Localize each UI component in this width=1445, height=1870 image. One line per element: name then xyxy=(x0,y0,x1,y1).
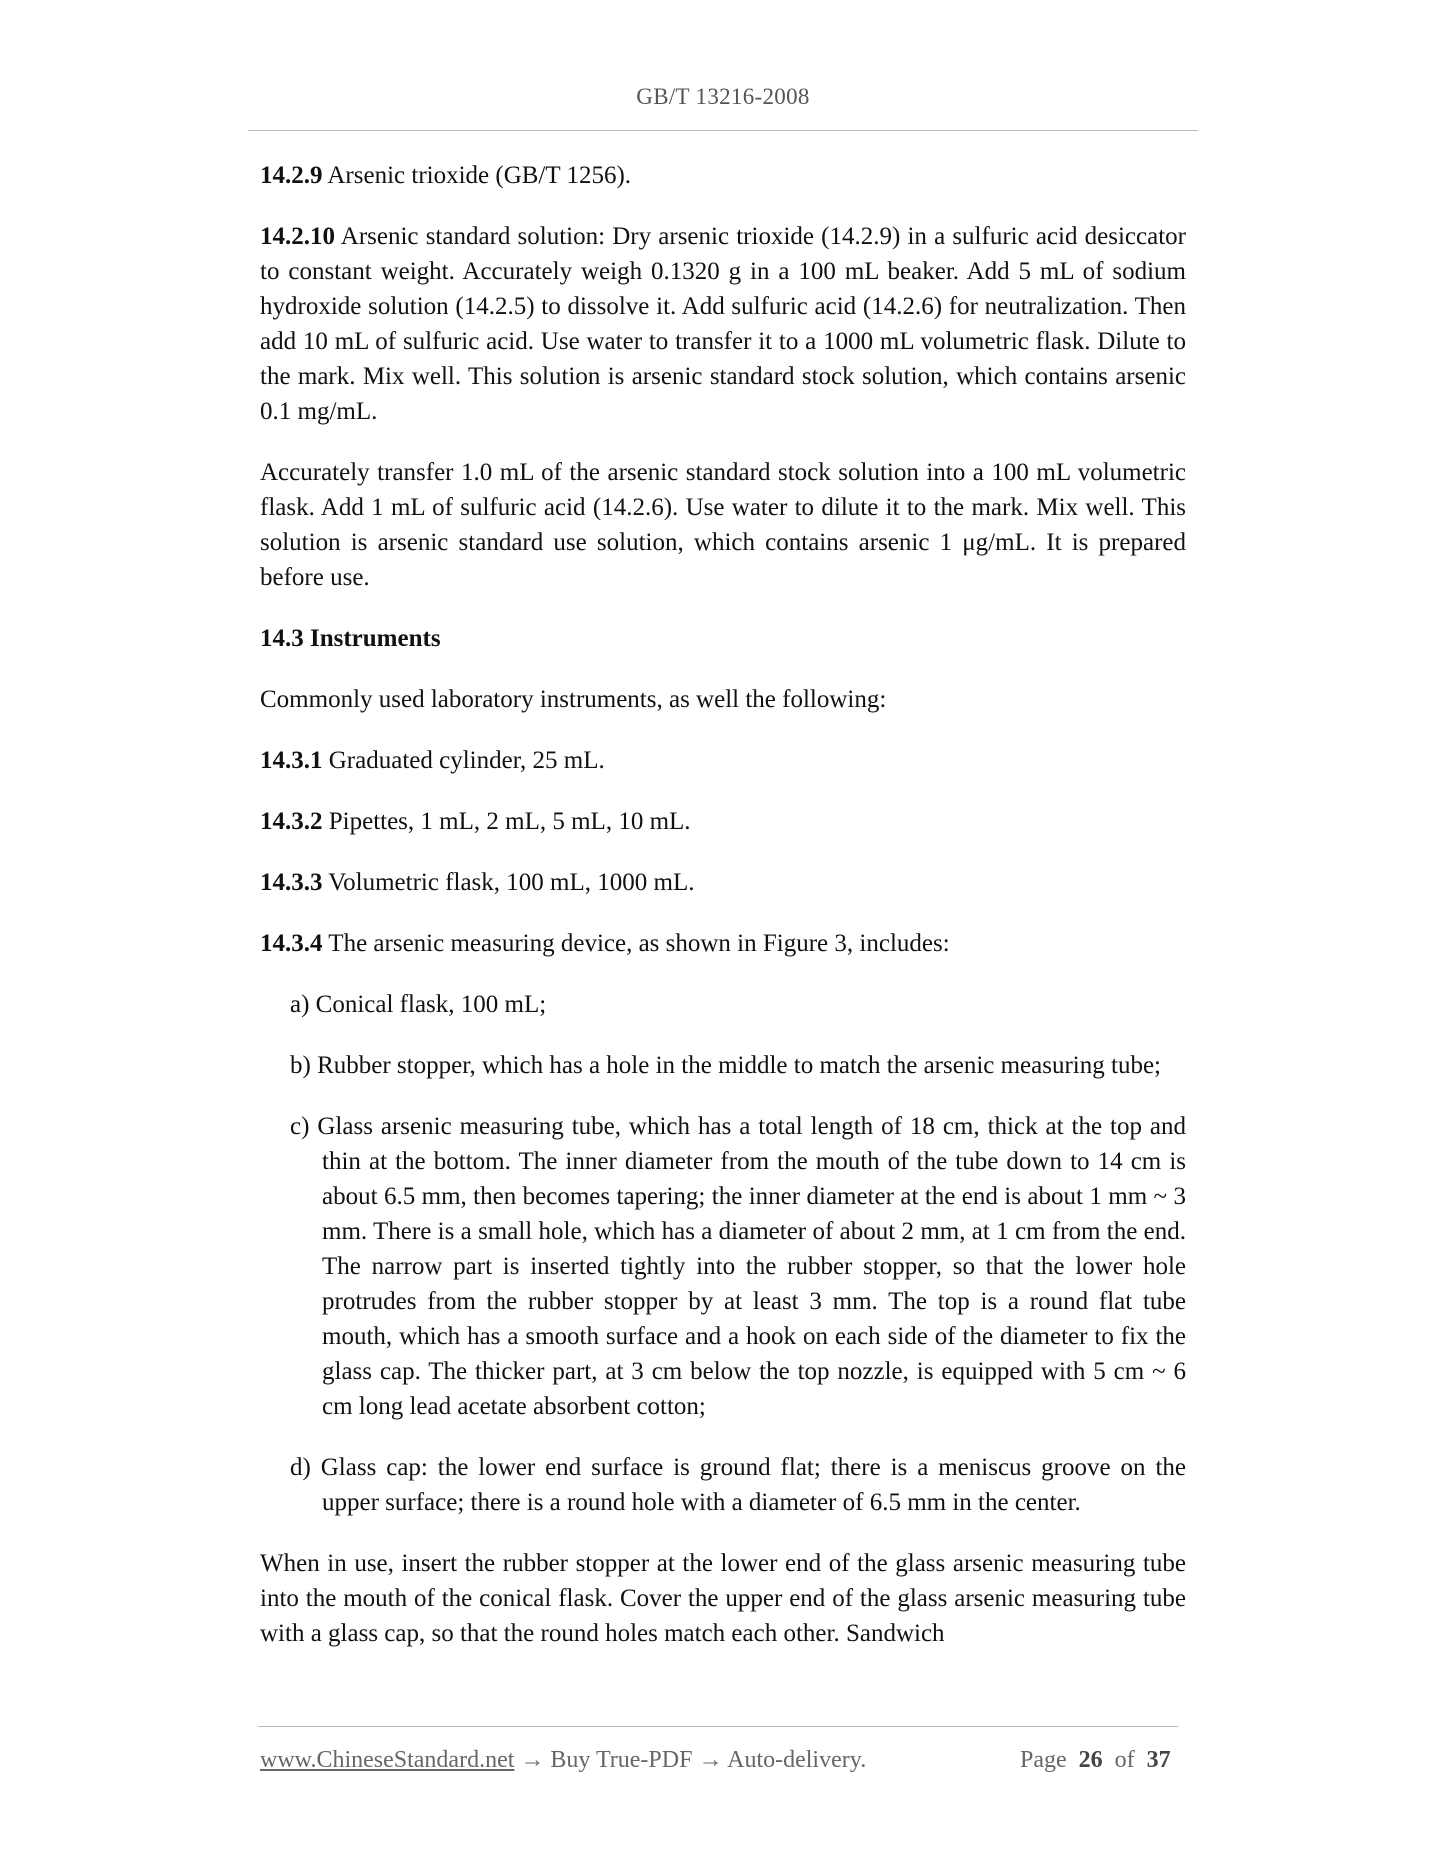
of-label: of xyxy=(1114,1747,1135,1773)
page-label: Page xyxy=(1020,1747,1067,1773)
document-body xyxy=(260,158,1186,1677)
clause-text: Pipettes, 1 mL, 2 mL, 5 mL, 10 mL. xyxy=(322,808,691,835)
section-heading-instruments: 14.3 Instruments xyxy=(260,625,441,652)
paragraph-use-solution: Accurately transfer 1.0 mL of the arsenic standard stock solution into a 100 mL volumetric flask. Add 1 mL of sulfuric acid (14.2.6). Use water to dilute it to the mark. Mix well. This solution is arsenic standard use solution, which contains arsenic 1 μg/mL. It is prepared before use. xyxy=(260,459,1186,591)
paragraph-usage: When in use, insert the rubber stopper at the lower end of the glass arsenic measuring tube into the mouth of the conical flask. Cover the upper end of the glass arsenic measuring tube with a glass cap, so that the round holes match each other. Sandwich xyxy=(260,1550,1186,1647)
clause-number: 14.2.10 xyxy=(260,223,335,250)
paragraph-instruments-intro: Commonly used laboratory instruments, as well the following: xyxy=(260,686,887,713)
clause-14-3-4 xyxy=(260,926,1186,961)
list-item-c: c) Glass arsenic measuring tube, which has a total length of 18 cm, thick at the top and thin at the bottom. The inner diameter from the mouth of the tube down to 14 cm is about 6.5 mm, then becomes tapering; the inner diameter at the end is about 1 mm ~ 3 mm. There is a small hole, which has a diameter of about 2 mm, at 1 cm from the end. The narrow part is inserted tightly into the rubber stopper, so that the lower hole protrudes from the rubber stopper by at least 3 mm. The top is a round flat tube mouth, which has a smooth surface and a hook on each side of the diameter to fix the glass cap. The thicker part, at 3 cm below the top nozzle, is equipped with 5 cm ~ 6 cm long lead acetate absorbent cotton; xyxy=(290,1113,1186,1420)
clause-number: 14.3.2 xyxy=(260,808,323,835)
header-divider xyxy=(248,130,1198,131)
list-item-d: d) Glass cap: the lower end surface is ground flat; there is a meniscus groove on the upper surface; there is a round hole with a diameter of 6.5 mm in the center. xyxy=(290,1454,1186,1516)
clause-number: 14.3.4 xyxy=(260,930,323,957)
clause-14-2-10 xyxy=(260,219,1186,429)
clause-14-3-1 xyxy=(260,743,1186,778)
clause-text: Graduated cylinder, 25 mL. xyxy=(322,747,605,774)
clause-text: Arsenic trioxide (GB/T 1256). xyxy=(322,162,632,189)
footer-promo xyxy=(260,1747,866,1774)
page-number: 26 xyxy=(1078,1747,1103,1773)
list-item-b: b) Rubber stopper, which has a hole in the middle to match the arsenic measuring tube; xyxy=(290,1052,1161,1079)
clause-text: Arsenic standard solution: Dry arsenic trioxide (14.2.9) in a sulfuric acid desiccator to constant weight. Accurately weigh 0.1320 g in a 100 mL beaker. Add 5 mL of sodium hydroxide solution (14.2.5) to dissolve it. Add sulfuric acid (14.2.6) for neutralization. Then add 10 mL of sulfuric acid. Use water to transfer it to a 1000 mL volumetric flask. Dilute to the mark. Mix well. This solution is arsenic standard stock solution, which contains arsenic 0.1 mg/mL. xyxy=(260,223,1186,425)
page-header: GB/T 13216-2008 xyxy=(636,84,810,109)
site-link[interactable]: www.ChineseStandard.net xyxy=(260,1747,515,1773)
clause-number: 14.3.1 xyxy=(260,747,323,774)
clause-14-3-2 xyxy=(260,804,1186,839)
clause-number: 14.3.3 xyxy=(260,869,323,896)
clause-number: 14.2.9 xyxy=(260,162,323,189)
clause-14-2-9 xyxy=(260,158,1186,193)
list-item-a: a) Conical flask, 100 mL; xyxy=(290,991,547,1018)
clause-text: Volumetric flask, 100 mL, 1000 mL. xyxy=(322,869,695,896)
footer-divider xyxy=(258,1726,1178,1727)
footer-tagline: → Buy True-PDF → Auto-delivery. xyxy=(514,1747,867,1773)
page-total: 37 xyxy=(1146,1747,1171,1773)
clause-text: The arsenic measuring device, as shown in Figure 3, includes: xyxy=(322,930,950,957)
clause-14-3-3 xyxy=(260,865,1186,900)
page-indicator xyxy=(1020,1747,1171,1774)
